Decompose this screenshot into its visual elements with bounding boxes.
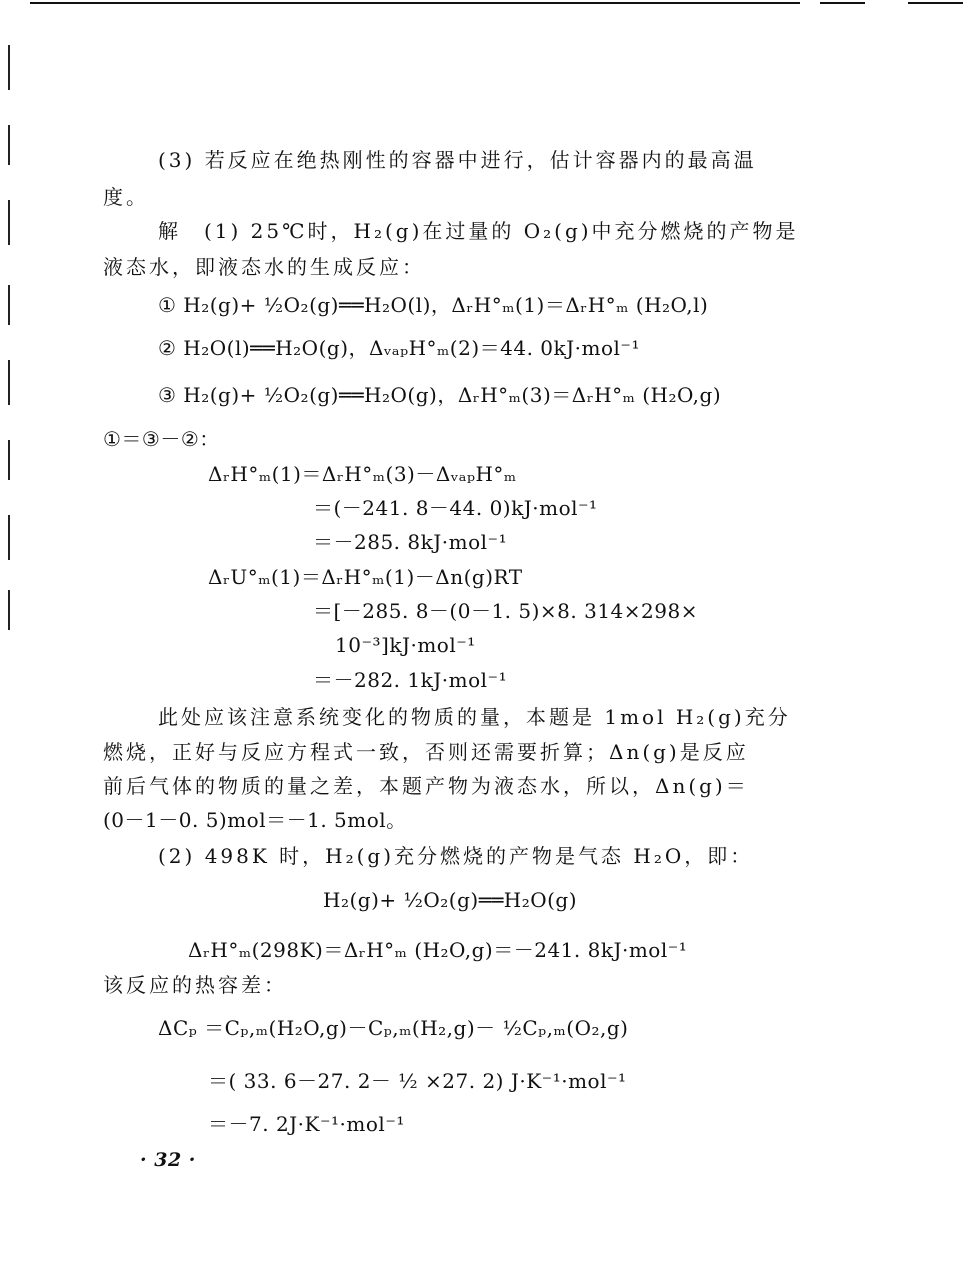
binding-mark	[8, 125, 10, 165]
note-line-2: 燃烧，正好与反应方程式一致，否则还需要折算；Δn(g)是反应	[103, 740, 749, 764]
question-3-line-1: (3) 若反应在绝热刚性的容器中进行，估计容器内的最高温	[158, 148, 757, 172]
binding-mark	[8, 360, 10, 405]
note-line-4: (0－1－0. 5)mol＝－1. 5mol。	[103, 808, 407, 832]
calc-line-1: ΔᵣH°ₘ(1)＝ΔᵣH°ₘ(3)－ΔᵥₐₚH°ₘ	[208, 462, 517, 486]
solution-line-2: 液态水，即液态水的生成反应：	[103, 255, 425, 279]
note-line-1: 此处应该注意系统变化的物质的量，本题是 1mol H₂(g)充分	[158, 705, 791, 729]
binding-mark	[8, 45, 10, 90]
equation-5: ΔᵣH°ₘ(298K)＝ΔᵣH°ₘ (H₂O,g)＝－241. 8kJ·mol⁻¹	[188, 938, 688, 962]
solution-line-1: 解 (1) 25℃时，H₂(g)在过量的 O₂(g)中充分燃烧的产物是	[158, 219, 799, 243]
binding-mark	[8, 440, 10, 480]
top-rule	[30, 2, 800, 4]
top-rule-segment	[820, 2, 865, 4]
calc-line-2: ＝(－241. 8－44. 0)kJ·mol⁻¹	[313, 496, 598, 520]
binding-mark	[8, 200, 10, 245]
equation-1: ① H₂(g)+ ½O₂(g)══H₂O(l)，ΔᵣH°ₘ(1)＝ΔᵣH°ₘ (H₂O,l)	[158, 293, 709, 317]
note-line-3: 前后气体的物质的量之差，本题产物为液态水，所以，Δn(g)＝	[103, 774, 749, 798]
binding-mark	[8, 515, 10, 560]
heat-capacity-line-1: ΔCₚ ＝Cₚ,ₘ(H₂O,g)－Cₚ,ₘ(H₂,g)－ ½Cₚ,ₘ(O₂,g)	[158, 1016, 629, 1040]
calc-line-3: ＝－285. 8kJ·mol⁻¹	[313, 530, 508, 554]
calc-line-4: ΔᵣU°ₘ(1)＝ΔᵣH°ₘ(1)－Δn(g)RT	[208, 565, 523, 589]
binding-mark	[8, 590, 10, 630]
equation-4: H₂(g)+ ½O₂(g)══H₂O(g)	[323, 888, 578, 912]
calc-line-5: ＝[－285. 8－(0－1. 5)×8. 314×298×	[313, 599, 698, 623]
heat-capacity-heading: 该反应的热容差：	[103, 973, 287, 997]
calc-line-7: ＝－282. 1kJ·mol⁻¹	[313, 668, 508, 692]
heat-capacity-line-2: ＝( 33. 6－27. 2－ ½ ×27. 2) J·K⁻¹·mol⁻¹	[208, 1069, 627, 1093]
equation-3: ③ H₂(g)+ ½O₂(g)══H₂O(g)，ΔᵣH°ₘ(3)＝ΔᵣH°ₘ (H₂O,g)	[158, 383, 722, 407]
page-number: · 32 ·	[140, 1149, 196, 1171]
part-2-intro: (2) 498K 时，H₂(g)充分燃烧的产物是气态 H₂O，即：	[158, 844, 754, 868]
heat-capacity-line-3: ＝－7. 2J·K⁻¹·mol⁻¹	[208, 1112, 405, 1136]
equation-2: ② H₂O(l)══H₂O(g)，ΔᵥₐₚH°ₘ(2)＝44. 0kJ·mol⁻¹	[158, 336, 640, 360]
question-3-line-2: 度。	[103, 185, 149, 209]
relation: ①＝③－②：	[103, 427, 220, 451]
calc-line-6: 10⁻³]kJ·mol⁻¹	[335, 633, 476, 657]
top-rule-segment-right	[908, 2, 963, 4]
binding-mark	[8, 285, 10, 325]
